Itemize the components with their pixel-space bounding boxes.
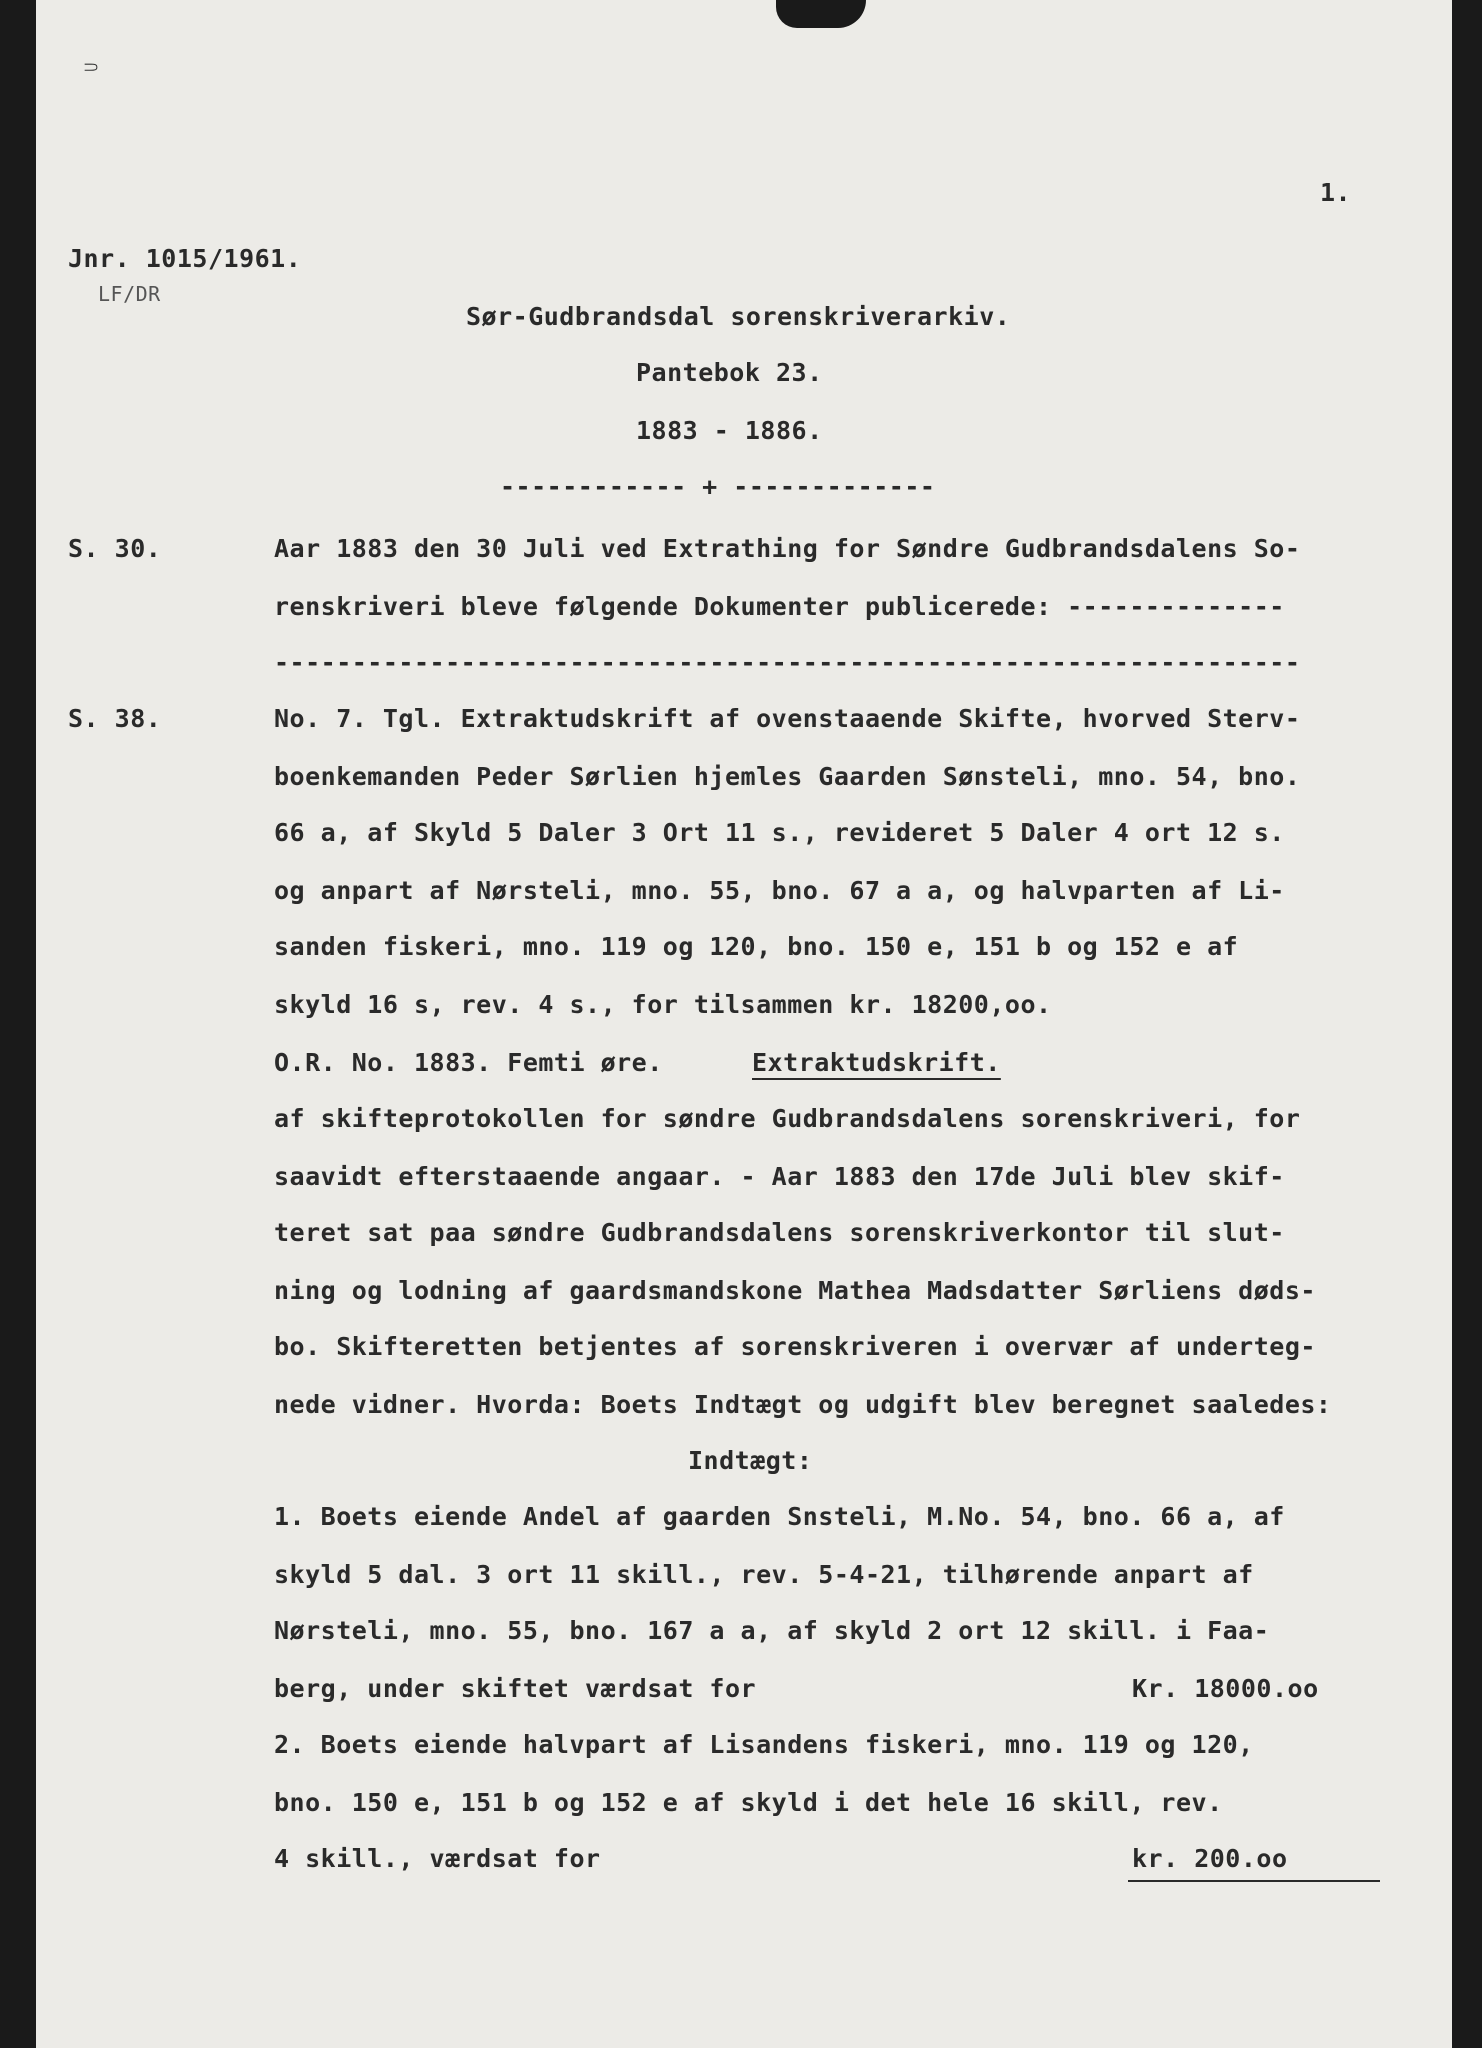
amount: kr. 200.oo [1132, 1844, 1288, 1873]
section-ref: S. 30. [68, 534, 162, 563]
page-number: 1. [1320, 178, 1352, 207]
text-line: 2. Boets eiende halvpart af Lisandens fiskeri, mno. 119 og 120, [274, 1730, 1254, 1759]
text-line: 66 a, af Skyld 5 Daler 3 Ort 11 s., revideret 5 Daler 4 ort 12 s. [274, 818, 1285, 847]
text-line: Aar 1883 den 30 Juli ved Extrathing for Søndre Gudbrandsdalens So- [274, 534, 1301, 563]
indtaegt-heading: Indtægt: [688, 1446, 813, 1475]
years-heading: 1883 - 1886. [636, 416, 823, 445]
text-line: berg, under skiftet værdsat for [274, 1674, 757, 1703]
staple-mark-icon: ⸧ [80, 56, 103, 81]
text-line: No. 7. Tgl. Extraktudskrift af ovenstaaende Skifte, hvorved Sterv- [274, 704, 1301, 733]
text-line: bo. Skifteretten betjentes af sorenskriveren i overvær af underteg- [274, 1332, 1316, 1361]
document-page [36, 0, 1452, 2048]
text-line: saavidt efterstaaende angaar. - Aar 1883 den 17de Juli blev skif- [274, 1162, 1285, 1191]
text-line: og anpart af Nørsteli, mno. 55, bno. 67 a a, og halvparten af Li- [274, 876, 1285, 905]
divider-line: ------------------------------------------------------------------ [274, 648, 1301, 677]
text-line: skyld 16 s, rev. 4 s., for tilsammen kr. 18200,oo. [274, 990, 1052, 1019]
text-line: nede vidner. Hvorda: Boets Indtægt og udgift blev beregnet saaledes: [274, 1390, 1332, 1419]
section-ref: S. 38. [68, 704, 162, 733]
text-line: skyld 5 dal. 3 ort 11 skill., rev. 5-4-21, tilhørende anpart af [274, 1560, 1254, 1589]
text-line: 4 skill., værdsat for [274, 1844, 601, 1873]
amount: Kr. 18000.oo [1132, 1674, 1319, 1703]
text-line: Nørsteli, mno. 55, bno. 167 a a, af skyld 2 ort 12 skill. i Faa- [274, 1616, 1270, 1645]
text-line: 1. Boets eiende Andel af gaarden Snsteli, M.No. 54, bno. 66 a, af [274, 1502, 1285, 1531]
text-line: bno. 150 e, 151 b og 152 e af skyld i det hele 16 skill, rev. [274, 1788, 1223, 1817]
journal-number: Jnr. 1015/1961. [68, 244, 302, 273]
book-heading: Pantebok 23. [636, 358, 823, 387]
text-line: ning og lodning af gaardsmandskone Mathea Madsdatter Sørliens døds- [274, 1276, 1316, 1305]
or-line: O.R. No. 1883. Femti øre. [274, 1048, 663, 1077]
text-line: af skifteprotokollen for søndre Gudbrandsdalens sorenskriveri, for [274, 1104, 1301, 1133]
heading-separator: ------------ + ------------- [500, 472, 936, 501]
initials: LF/DR [98, 282, 161, 306]
or-title: Extraktudskrift. [752, 1048, 1001, 1077]
torn-edge [776, 0, 866, 28]
text-line: boenkemanden Peder Sørlien hjemles Gaarden Sønsteli, mno. 54, bno. [274, 762, 1301, 791]
archive-heading: Sør-Gudbrandsdal sorenskriverarkiv. [466, 302, 1011, 331]
text-line: sanden fiskeri, mno. 119 og 120, bno. 150 e, 151 b og 152 e af [274, 932, 1239, 961]
text-line: renskriveri bleve følgende Dokumenter publicerede: -------------- [274, 592, 1285, 621]
text-line: teret sat paa søndre Gudbrandsdalens sorenskriverkontor til slut- [274, 1218, 1285, 1247]
sum-rule [1128, 1880, 1380, 1882]
